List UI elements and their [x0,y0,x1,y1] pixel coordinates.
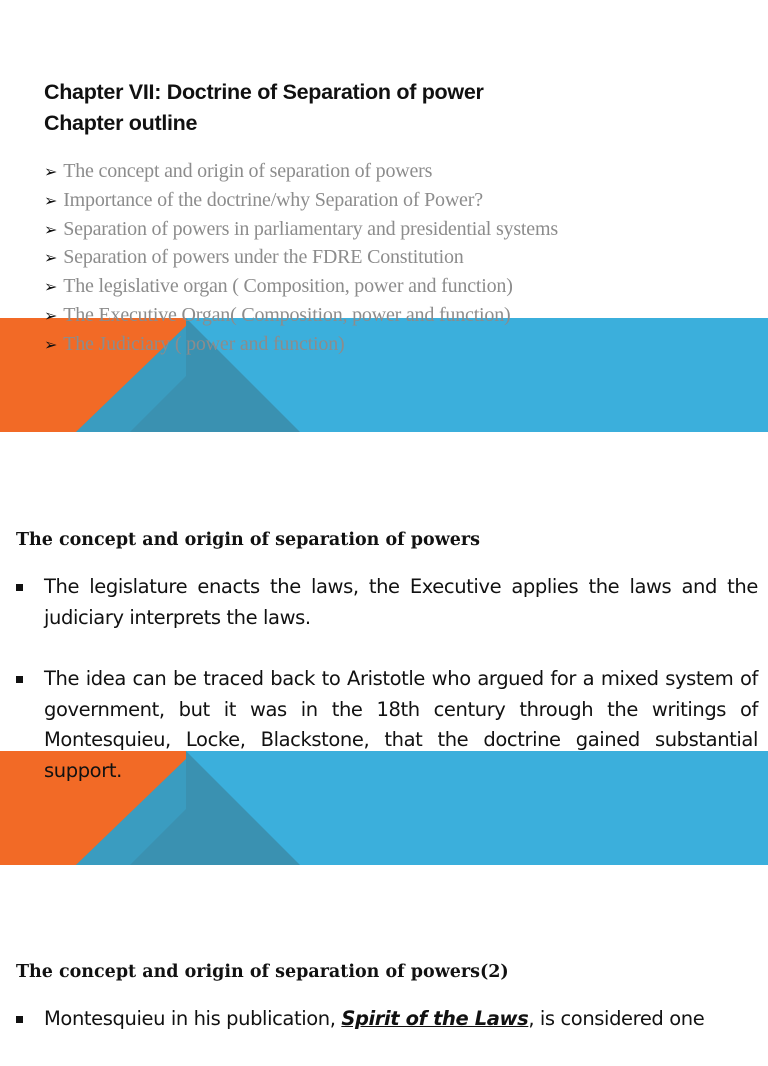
section-heading: The concept and origin of separation of powers [16,530,480,550]
arrow-bullet-icon: ➢ [44,279,58,297]
outline-item: ➢ The concept and origin of separation of powers [44,158,558,187]
outline-item: ➢ Separation of powers in parliamentary and presidential systems [44,216,558,245]
arrow-bullet-icon: ➢ [44,164,58,181]
square-bullet-icon [16,676,23,683]
bullet-item: Montesquieu in his publication, Spirit of the Laws, is considered one [16,1004,758,1035]
slide-title-line1: Chapter VII: Doctrine of Separation of power [44,80,484,104]
bullet-item: The idea can be traced back to Aristotle who argued for a mixed system of government, but it was in the 18th century through the writings of Montesquieu, Locke, Blackstone, that the doctrine gained substantial support. [16,664,758,786]
bullet-list [16,572,758,817]
square-bullet-icon [16,584,23,591]
arrow-bullet-icon: ➢ [44,250,58,268]
outline-item: ➢ The Executive Organ( Composition, power and function) [44,302,558,331]
outline-item: ➢ Separation of powers under the FDRE Constitution [44,244,558,273]
arrow-bullet-icon: ➢ [44,336,58,354]
outline-item: ➢ Importance of the doctrine/why Separation of Power? [44,187,558,216]
section-heading: The concept and origin of separation of powers(2) [16,962,509,982]
square-bullet-icon [16,1016,23,1023]
arrow-bullet-icon: ➢ [44,307,58,325]
bullet-list [16,1004,758,1066]
bullet-item: The legislature enacts the laws, the Executive applies the laws and the judiciary interprets the laws. [16,572,758,633]
arrow-bullet-icon: ➢ [44,192,58,210]
outline-item: ➢ The Judiciary ( power and function) [44,331,558,360]
arrow-bullet-icon: ➢ [44,221,58,239]
outline-item: ➢ The legislative organ ( Composition, power and function) [44,273,558,302]
slide-title-line2: Chapter outline [44,111,198,135]
chapter-outline-list [44,158,558,360]
